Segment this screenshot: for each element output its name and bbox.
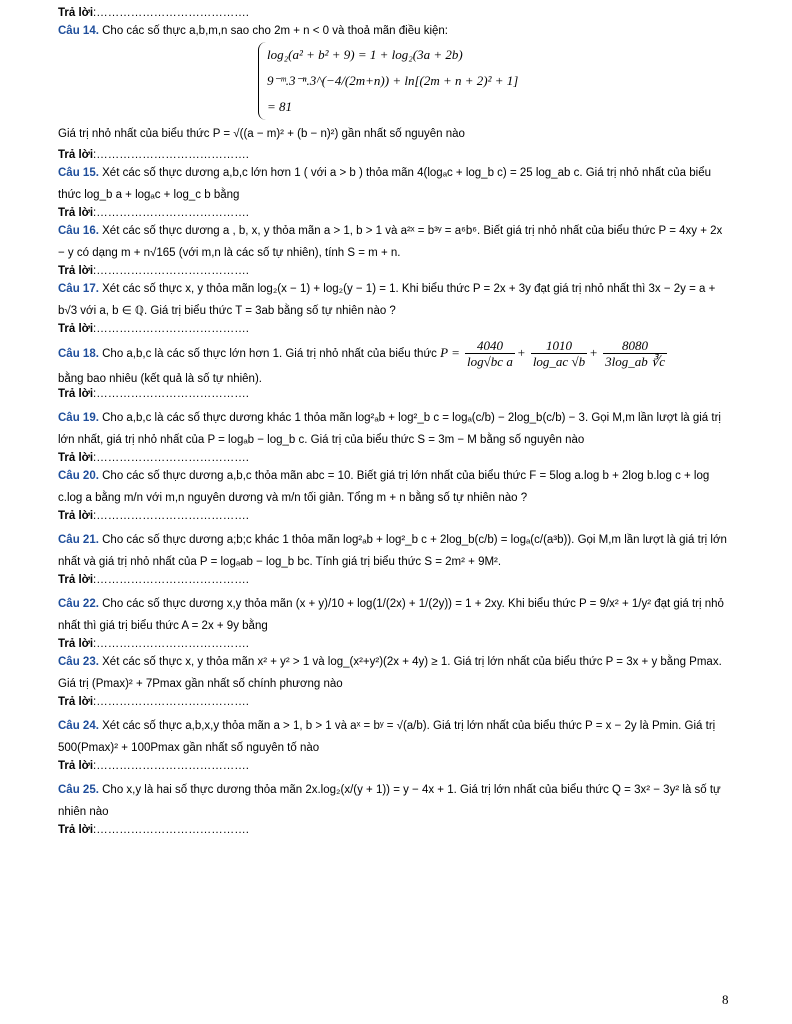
answer-line: Trả lời:…………………………………. bbox=[58, 574, 249, 586]
answer-line: Trả lời:…………………………………. bbox=[58, 638, 249, 650]
question-21 bbox=[58, 529, 728, 573]
question-text: Xét các số thực a,b,x,y thỏa mãn a > 1, b > 1 và aˣ = bʸ = √(a/b). Giá trị lớn nhất của biểu thức P = x − 2y là Pmin. Giá trị 500(Pmax)² + 100Pmax gần nhất số nguyên tố nào bbox=[58, 720, 716, 754]
question-label: Câu 20. bbox=[58, 470, 99, 482]
question-text: Xét các số thực dương a,b,c lớn hơn 1 ( với a > b ) thỏa mãn 4(logₐc + log_b c) = 25 log_ab c. Giá trị nhỏ nhất của biểu thức log_b a + logₐc + log_c b bằng bbox=[58, 167, 712, 201]
equation-2: 9⁻ᵐ.3⁻ⁿ.3^(−4/(2m+n)) + ln[(2m + n + 2)² + 1] = 81 bbox=[267, 73, 519, 114]
question-text: Xét các số thực x, y thỏa mãn log₂(x − 1) + log₂(y − 1) = 1. Khi biểu thức P = 2x + 3y đạt giá trị nhỏ nhất thì 3x − 2y = a + b√3 với a, b ∈ ℚ. Giá trị biểu thức T = 3ab bằng số tự nhiên nào ? bbox=[58, 283, 716, 317]
question-text-tail: Giá trị nhỏ nhất của biểu thức P = √((a − m)² + (b − n)²) gần nhất số nguyên nào bbox=[58, 128, 465, 140]
question-label: Câu 16. bbox=[58, 225, 99, 237]
question-label: Câu 24. bbox=[58, 720, 99, 732]
fraction-2: $\frac{1010}{\log\_ac √b}$ bbox=[532, 338, 586, 370]
question-label: Câu 22. bbox=[58, 598, 99, 610]
question-text-tail: bằng bao nhiêu (kết quả là số tự nhiên). bbox=[58, 373, 262, 385]
question-label: Câu 21. bbox=[58, 534, 99, 546]
fraction-1: $\frac{4040}{\text{log√bc a}}$ bbox=[467, 338, 513, 370]
answer-line: Trả lời:…………………………………. bbox=[58, 388, 249, 400]
question-label: Câu 25. bbox=[58, 784, 99, 796]
answer-line: Trả lời:…………………………………. bbox=[58, 7, 249, 19]
question-text: Cho các số thực dương x,y thỏa mãn (x + y)/10 + log(1/(2x) + 1/(2y)) = 1 + 2xy. Khi biểu thức P = 9/x² + 1/y² đạt giá trị nhỏ nhất thì giá trị biểu thức A = 2x + 9y bằng bbox=[58, 598, 724, 632]
question-text: Cho các số thực dương a;b;c khác 1 thỏa mãn log²ₐb + log²_b c + 2log_b(c/b) = logₐ(c/(a³b)). Gọi M,m lần lượt là giá trị lớn nhất và giá trị nhỏ nhất của P = logₐab − log_b bc. Tính giá trị biểu thức S = 2m² + 9M². bbox=[58, 534, 727, 568]
question-label: Câu 19. bbox=[58, 412, 99, 424]
question-text: Cho các số thực a,b,m,n sao cho 2m + n < 0 và thoả mãn điều kiện: bbox=[102, 25, 448, 37]
fraction-3: $\frac{8080}{3\log\_ab ∛c}$ bbox=[605, 338, 665, 370]
question-label: Câu 18. bbox=[58, 348, 99, 360]
answer-line: Trả lời:…………………………………. bbox=[58, 149, 249, 161]
question-text: Cho a,b,c là các số thực lớn hơn 1. Giá trị nhỏ nhất của biểu thức bbox=[102, 348, 437, 360]
question-14 bbox=[58, 20, 728, 42]
answer-line: Trả lời:…………………………………. bbox=[58, 207, 249, 219]
answer-line: Trả lời:…………………………………. bbox=[58, 323, 249, 335]
question-15 bbox=[58, 162, 728, 206]
equation-1: log₂(a² + b² + 9) = 1 + log₂(3a + 2b) bbox=[267, 47, 463, 62]
answer-line: Trả lời:…………………………………. bbox=[58, 265, 249, 277]
question-24 bbox=[58, 715, 728, 759]
document-page bbox=[58, 6, 728, 837]
answer-line: Trả lời:…………………………………. bbox=[58, 760, 249, 772]
question-label: Câu 23. bbox=[58, 656, 99, 668]
answer-line: Trả lời:…………………………………. bbox=[58, 452, 249, 464]
question-20 bbox=[58, 465, 728, 509]
answer-line: Trả lời:…………………………………. bbox=[58, 696, 249, 708]
answer-line: Trả lời:…………………………………. bbox=[58, 510, 249, 522]
question-text: Xét các số thực dương a , b, x, y thỏa mãn a > 1, b > 1 và a²ˣ = b³ʸ = a⁶b⁶. Biết giá trị nhỏ nhất của biểu thức P = 4xy + 2x − y có dạng m + n√165 (với m,n là các số tự nhiên), tính S = m + n. bbox=[58, 225, 723, 259]
question-text: Cho x,y là hai số thực dương thỏa mãn 2x.log₂(x/(y + 1)) = y − 4x + 1. Giá trị lớn nhất của biểu thức Q = 3x² − 3y² là số tự nhiên nào bbox=[58, 784, 721, 818]
question-17 bbox=[58, 278, 728, 322]
question-25 bbox=[58, 779, 728, 823]
question-text: Cho a,b,c là các số thực dương khác 1 thỏa mãn log²ₐb + log²_b c = logₐ(c/b) − 2log_b(c/b) − 3. Gọi M,m lần lượt là giá trị lớn nhất, giá trị nhỏ nhất của P = logₐb − log_b c. Giá trị của biểu thức S = 3m − M bằng số nguyên nào bbox=[58, 412, 721, 446]
question-22 bbox=[58, 593, 728, 637]
question-label: Câu 17. bbox=[58, 283, 99, 295]
question-label: Câu 15. bbox=[58, 167, 99, 179]
question-18: Câu 18. Cho a,b,c là các số thực lớn hơn 1. Giá trị nhỏ nhất của biểu thức P = $\frac{4040}{\text{log√bc a}}$ + $\frac{1010}{\log\_ac √b}$ + $\frac{8080}{3\log\_ab ∛c}$ bbox=[58, 338, 665, 370]
question-text: Cho các số thực dương a,b,c thỏa mãn abc = 10. Biết giá trị lớn nhất của biểu thức F = 5log a.log b + 2log b.log c + log c.log a bằng m/n với m,n nguyên dương và m/n tối giản. Tổng m + n bằng số tự nhiên nào ? bbox=[58, 470, 710, 504]
question-23 bbox=[58, 651, 728, 695]
answer-line: Trả lời:…………………………………. bbox=[58, 824, 249, 836]
question-text: Xét các số thực x, y thỏa mãn x² + y² > 1 và log_(x²+y²)(2x + 4y) ≥ 1. Giá trị lớn nhất của biểu thức P = 3x + y bằng Pmax. Giá trị (Pmax)² + 7Pmax gần nhất số chính phương nào bbox=[58, 656, 722, 690]
question-label: Câu 14. bbox=[58, 25, 99, 37]
question-16 bbox=[58, 220, 728, 264]
page-number: 8 bbox=[722, 992, 729, 1007]
equation-system bbox=[258, 42, 527, 120]
question-19 bbox=[58, 407, 728, 451]
